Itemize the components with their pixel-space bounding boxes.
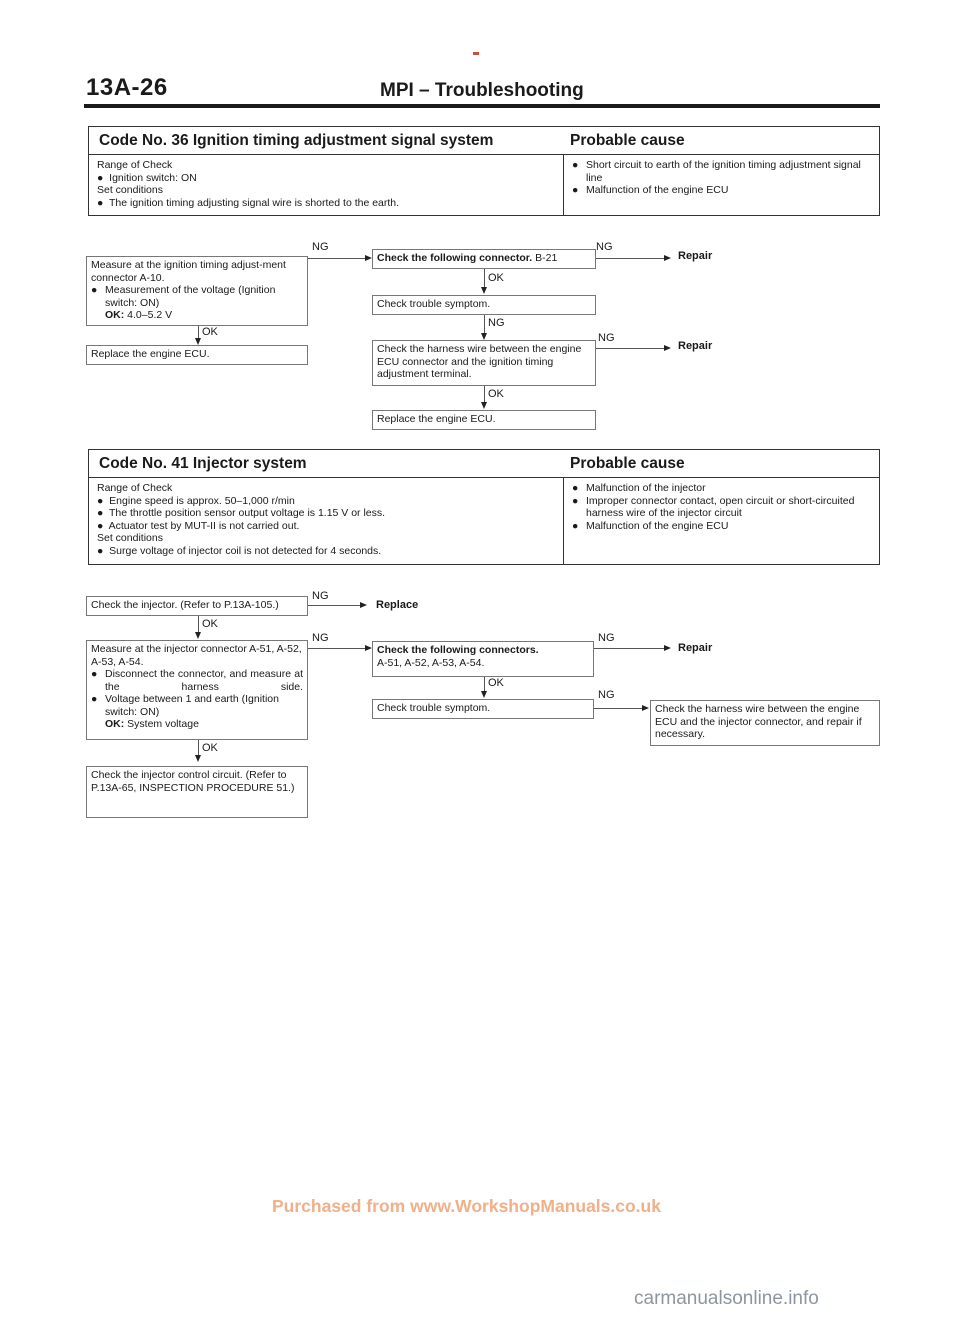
ng-label: NG (598, 632, 615, 644)
code41-cause: Malfunction of the injector (586, 482, 706, 494)
arrow-right (664, 645, 671, 651)
connector-line (308, 605, 363, 606)
replace-ecu-text: Replace the engine ECU. (91, 348, 210, 360)
code41-check-line: ● The throttle position sensor output voltage is 1.15 V or less. (97, 507, 386, 519)
check-trouble-text: Check trouble symptom. (377, 702, 491, 714)
connector-line (594, 708, 644, 709)
code36-cause-title: Probable cause (570, 131, 685, 149)
code36-box: Code No. 36 Ignition timing adjustment signal system Probable cause Range of Check ● Ignition switch: ON Set conditions ● The ignition timing adjusting signal wire is shorted to the earth. ● Short circuit to earth of the ignition timing adjustment signal line ● Malfunction of the engine ECU (88, 126, 880, 216)
connector-line (596, 348, 666, 349)
ng-label: NG (598, 332, 615, 344)
code41-cause: Malfunction of the engine ECU (586, 519, 729, 532)
ok-label: OK: (105, 309, 125, 321)
code36-check-line: Range of Check (97, 159, 173, 171)
code36-replace-ecu-box (86, 345, 308, 365)
code41-cause-title: Probable cause (570, 454, 685, 472)
code41-cause: Improper connector contact, open circuit or short-circuited harness wire of the injector circuit (586, 494, 855, 519)
ok-label: OK (488, 677, 504, 689)
measure-bullet: Voltage between 1 and earth (Ignition switch: ON) (105, 693, 279, 718)
footer-logo: carmanualsonline.info (634, 1288, 819, 1309)
code36-measure-box: Measure at the ignition timing adjust-ment connector A-10. ● Measurement of the voltage (Ignition switch: ON) OK: 4.0–5.2 V (86, 256, 308, 326)
arrow-right (360, 602, 367, 608)
code36-check-line: ● The ignition timing adjusting signal wire is shorted to the earth. (97, 196, 400, 209)
arrow-down (481, 287, 487, 294)
measure-bullet: Disconnect the connector, and measure at the harness side. (105, 668, 303, 693)
top-mark (473, 52, 479, 55)
connector-line (594, 648, 666, 649)
check-connector-id: B-21 (535, 252, 558, 264)
ok-label: OK (202, 618, 218, 630)
ok-label: OK (202, 326, 218, 338)
code41-check-connectors-box (372, 641, 594, 677)
connector-line (596, 258, 666, 259)
ng-label: NG (312, 590, 329, 602)
code41-title: Code No. 41 Injector system (99, 454, 307, 472)
code41-check-line: ● Actuator test by MUT-II is not carried out. (97, 519, 300, 532)
code41-check-line: ● Surge voltage of injector coil is not detected for 4 seconds. (97, 544, 382, 557)
code41-check-line: Set conditions (97, 532, 163, 544)
replace-label: Replace (376, 599, 419, 611)
ok-value: 4.0–5.2 V (127, 309, 173, 321)
check-trouble-text: Check trouble symptom. (377, 298, 491, 310)
replace-ecu-text: Replace the engine ECU. (377, 413, 496, 425)
page-number: 13A-26 (86, 74, 168, 101)
check-harness-text: Check the harness wire between the engine ECU and the injector connector, and repair if necessary. (655, 703, 862, 740)
ok-label: OK (488, 388, 504, 400)
arrow-right (365, 645, 372, 651)
code36-check-line: ● Ignition switch: ON (97, 171, 197, 184)
code36-cause: Short circuit to earth of the ignition timing adjustment signal line (586, 159, 861, 184)
code41-measure-box: Measure at the injector connector A-51, A-52, A-53, A-54. ● Disconnect the connector, and measure at the harness side. ● Voltage between 1 and earth (Ignition switch: ON) OK: System voltage (86, 640, 308, 740)
ok-label: OK (488, 272, 504, 284)
arrow-right (365, 255, 372, 261)
arrow-down (195, 632, 201, 639)
arrow-right (664, 255, 671, 261)
repair-label: Repair (678, 250, 713, 262)
watermark: Purchased from www.WorkshopManuals.co.uk (272, 1196, 661, 1216)
code41-check-line: Range of Check (97, 482, 173, 494)
ng-label: NG (312, 241, 329, 253)
ok-label: OK (202, 742, 218, 754)
code36-check-connector-box (372, 249, 596, 269)
code36-check-trouble-box (372, 295, 596, 315)
arrow-down (195, 338, 201, 345)
code41-check-harness-box (650, 700, 880, 746)
check-injector-text: Check the injector. (Refer to P.13A-105.) (91, 599, 279, 611)
arrow-down (481, 691, 487, 698)
connector-line (308, 258, 368, 259)
check-connectors-label: Check the following connectors. (377, 644, 539, 656)
arrow-right (642, 705, 649, 711)
code36-check-harness-box (372, 340, 596, 386)
measure-text: Measure at the injector connector A-51, A-52, A-53, A-54. (91, 643, 302, 668)
arrow-down (195, 755, 201, 762)
code36-replace-ecu2-box (372, 410, 596, 430)
ng-label: NG (596, 241, 613, 253)
measure-text: Measure at the ignition timing adjust-ment connector A-10. (91, 259, 286, 284)
code41-check-injector-box (86, 596, 308, 616)
arrow-down (481, 402, 487, 409)
code36-cause: Malfunction of the engine ECU (586, 184, 729, 196)
code36-check-line: Set conditions (97, 184, 163, 196)
code36-title: Code No. 36 Ignition timing adjustment signal system (99, 131, 494, 149)
connector-line (308, 648, 368, 649)
page-title: MPI – Troubleshooting (380, 80, 584, 101)
check-connector-label: Check the following connector. (377, 252, 533, 264)
header-rule (84, 104, 880, 108)
check-circuit-text: Check the injector control circuit. (Refer to P.13A-65, INSPECTION PROCEDURE 51.) (91, 769, 295, 794)
measure-bullet: Measurement of the voltage (Ignition switch: ON) (105, 284, 276, 309)
ng-label: NG (488, 317, 505, 329)
ok-label: OK: (105, 718, 125, 730)
arrow-down (481, 333, 487, 340)
check-harness-text: Check the harness wire between the engine ECU connector and the ignition timing adjustment terminal. (377, 343, 582, 380)
ok-value: System voltage (127, 718, 199, 730)
repair-label: Repair (678, 642, 713, 654)
code41-box: Code No. 41 Injector system Probable cause Range of Check ● Engine speed is approx. 50–1,000 r/min ● The throttle position sensor output voltage is 1.15 V or less. ● Actuator test by MUT-II is not carried out. Set conditions ● Surge voltage of injector coil is not detected for 4 seconds. ● Malfunction of the injector ● Improper connector contact, open circuit or short-circuited harness wire of the injector circuit ● Malfunction of the engine ECU (88, 449, 880, 565)
code41-check-circuit-box (86, 766, 308, 818)
code41-check-trouble-box (372, 699, 594, 719)
ng-label: NG (312, 632, 329, 644)
check-connectors-ids: A-51, A-52, A-53, A-54. (377, 656, 485, 669)
code41-check-line: ● Engine speed is approx. 50–1,000 r/min (97, 494, 295, 507)
repair-label: Repair (678, 340, 713, 352)
arrow-right (664, 345, 671, 351)
ng-label: NG (598, 689, 615, 701)
